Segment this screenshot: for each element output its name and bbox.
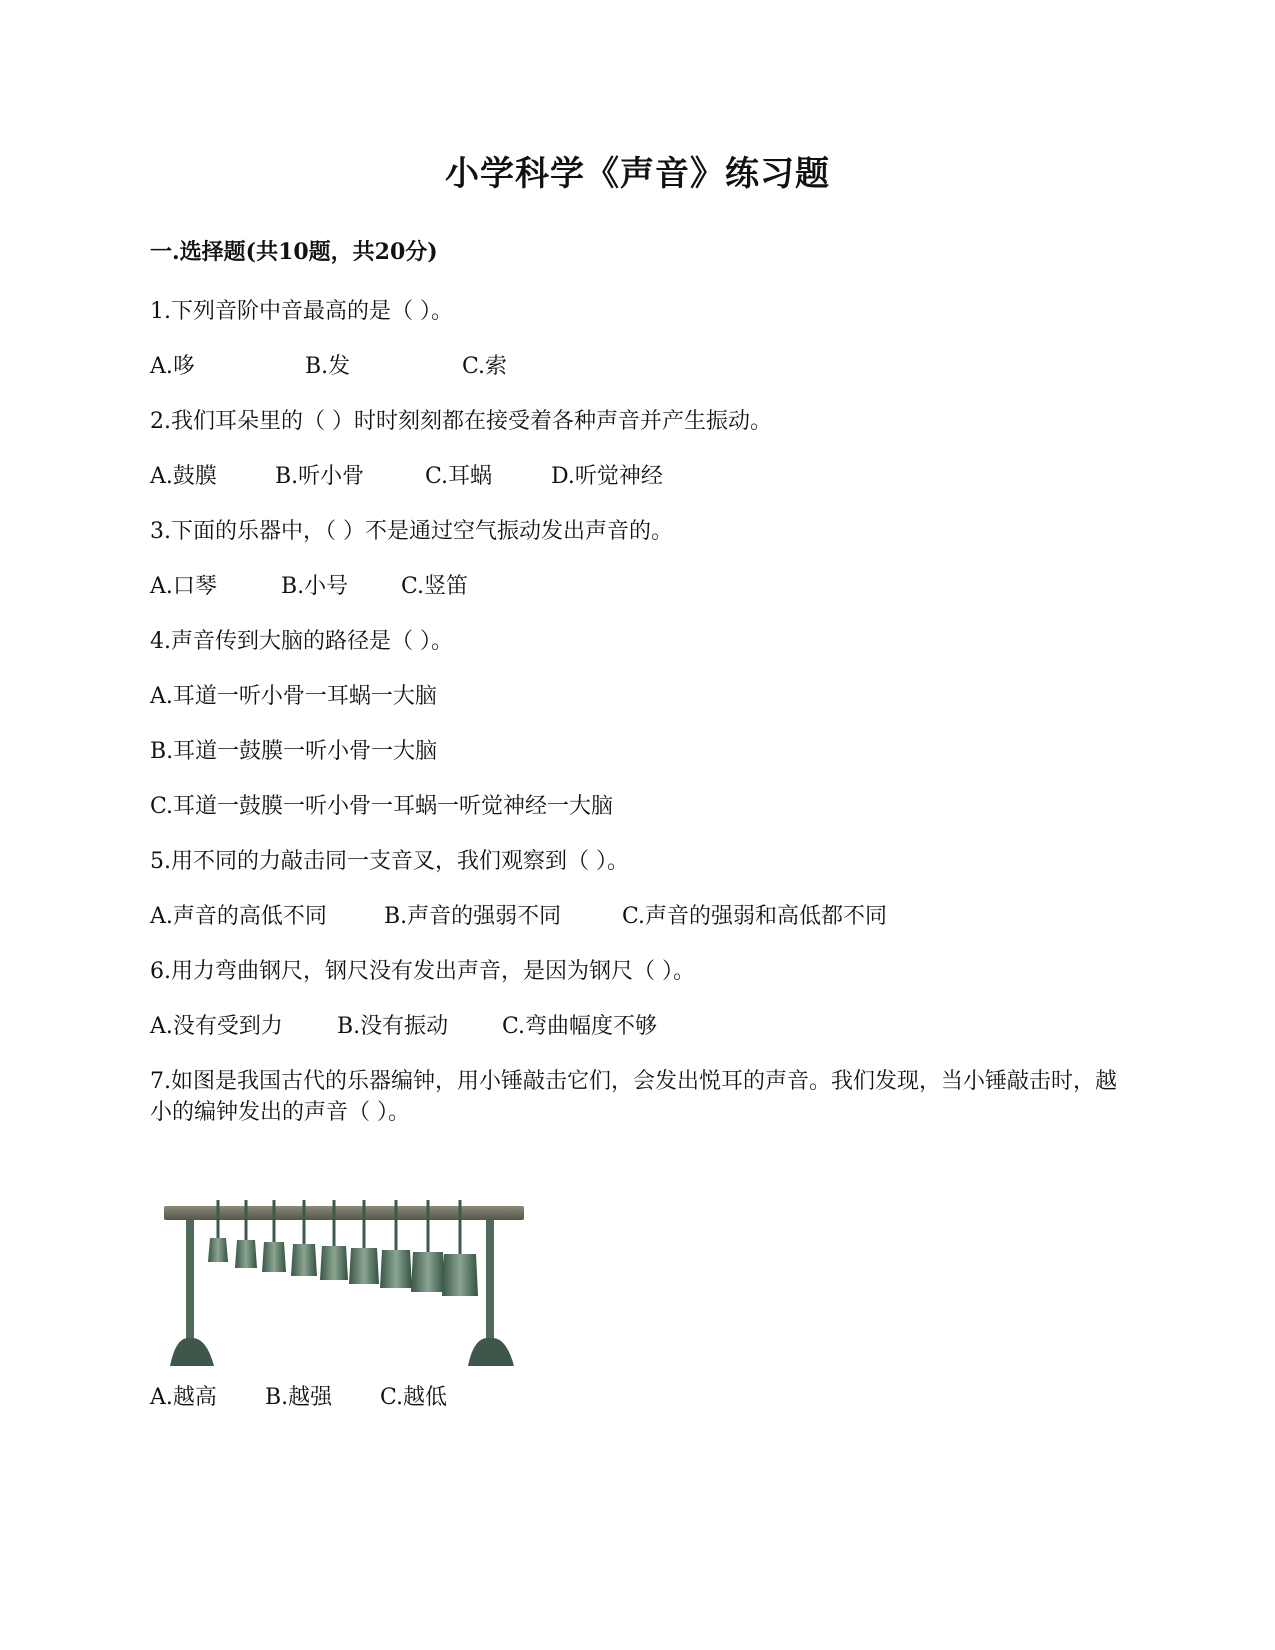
q7-option-b: B.越强 xyxy=(265,1385,333,1410)
q3-option-b: B.小号 xyxy=(281,574,349,599)
q4-option-b: B.耳道一鼓膜一听小骨一大脑 xyxy=(150,739,438,764)
bell-9 xyxy=(442,1254,478,1296)
frame-base-right xyxy=(468,1338,514,1366)
question-5: 5.用不同的力敲击同一支音叉，我们观察到（ ）。 xyxy=(150,849,629,874)
q2-option-a: A.鼓膜 xyxy=(150,464,217,489)
q2-option-c: C.耳蜗 xyxy=(425,464,493,489)
question-4: 4.声音传到大脑的路径是（ ）。 xyxy=(150,629,453,654)
bell-1 xyxy=(208,1238,228,1262)
bell-5 xyxy=(320,1246,348,1280)
question-2: 2.我们耳朵里的（ ）时时刻刻都在接受着各种声音并产生振动。 xyxy=(150,409,772,434)
q3-option-c: C.竖笛 xyxy=(401,574,469,599)
question-1: 1.下列音阶中音最高的是（ ）。 xyxy=(150,299,453,324)
bell-6 xyxy=(349,1248,379,1284)
q6-option-a: A.没有受到力 xyxy=(150,1014,283,1039)
q4-option-c: C.耳道一鼓膜一听小骨一耳蜗一听觉神经一大脑 xyxy=(150,794,614,819)
question-6: 6.用力弯曲钢尺，钢尺没有发出声音，是因为钢尺（ ）。 xyxy=(150,959,695,984)
section-heading: 一.选择题(共10题，共20分) xyxy=(150,239,438,265)
page-title: 小学科学《声音》练习题 xyxy=(445,154,830,194)
q1-option-b: B.发 xyxy=(305,354,351,379)
q2-option-b: B.听小骨 xyxy=(275,464,365,489)
bell-8 xyxy=(411,1252,445,1292)
bianzhong-image xyxy=(158,1196,530,1374)
frame-base-left xyxy=(170,1338,214,1366)
q4-option-a: A.耳道一听小骨一耳蜗一大脑 xyxy=(150,684,437,709)
q5-option-c: C.声音的强弱和高低都不同 xyxy=(622,904,888,929)
question-7: 7.如图是我国古代的乐器编钟，用小锤敲击它们，会发出悦耳的声音。我们发现，当小锤敲击时，越小的编钟发出的声音（ ）。 xyxy=(150,1069,1117,1125)
q7-option-c: C.越低 xyxy=(380,1385,448,1410)
frame-post-left xyxy=(186,1220,194,1340)
bell-2 xyxy=(235,1240,257,1268)
q5-option-b: B.声音的强弱不同 xyxy=(384,904,562,929)
q7-option-a: A.越高 xyxy=(150,1385,217,1410)
q6-option-c: C.弯曲幅度不够 xyxy=(502,1014,658,1039)
frame-post-right xyxy=(486,1220,494,1340)
q3-option-a: A.口琴 xyxy=(150,574,217,599)
q6-option-b: B.没有振动 xyxy=(337,1014,449,1039)
q2-option-d: D.听觉神经 xyxy=(551,464,663,489)
question-3: 3.下面的乐器中，（ ）不是通过空气振动发出声音的。 xyxy=(150,519,673,544)
bell-4 xyxy=(291,1244,317,1276)
q1-option-c: C.索 xyxy=(462,354,508,379)
q1-option-a: A.哆 xyxy=(150,354,195,379)
bell-7 xyxy=(380,1250,412,1288)
q5-option-a: A.声音的高低不同 xyxy=(150,904,327,929)
bell-3 xyxy=(262,1242,286,1272)
